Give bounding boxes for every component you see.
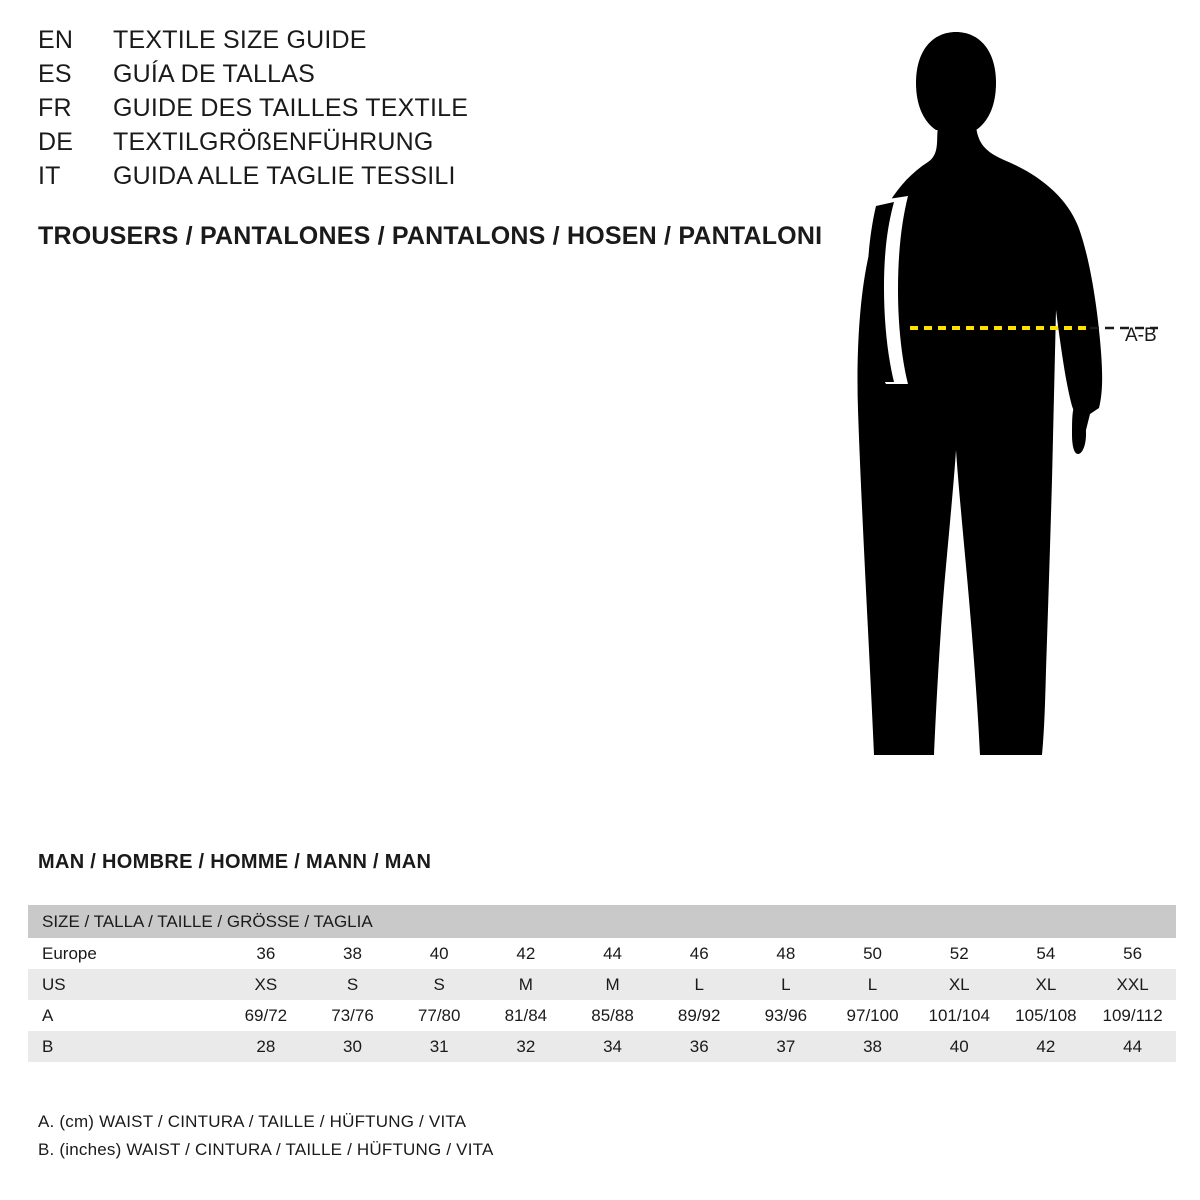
language-row	[38, 60, 798, 94]
table-row	[28, 1031, 1176, 1062]
table-cell: 54	[1036, 944, 1056, 963]
language-title: TEXTILGRÖßENFÜHRUNG	[113, 128, 434, 156]
table-cell: 36	[689, 1037, 709, 1056]
table-cell: 93/96	[764, 1006, 808, 1025]
table-cell: S	[433, 975, 445, 994]
table-cell: 30	[343, 1037, 362, 1056]
table-row	[28, 1000, 1176, 1031]
language-row	[38, 26, 798, 60]
silhouette-svg	[790, 10, 1190, 800]
body-silhouette-figure	[790, 10, 1190, 800]
table-cell: 56	[1123, 944, 1143, 963]
table-cell: 73/76	[331, 1006, 374, 1025]
language-code: DE	[38, 128, 74, 156]
table-cell: 40	[429, 944, 449, 963]
table-cell: 85/88	[591, 1006, 634, 1025]
size-table	[28, 905, 1176, 1062]
table-cell: 37	[776, 1037, 796, 1056]
table-cell: 44	[1123, 1037, 1143, 1056]
footnote-b: B. (inches) WAIST / CINTURA / TAILLE / HÜFTUNG / VITA	[38, 1140, 494, 1159]
language-row	[38, 128, 798, 162]
table-cell: 28	[256, 1037, 276, 1056]
row-label: B	[42, 1037, 54, 1056]
table-cell: 44	[603, 944, 622, 963]
section-title-man: MAN / HOMBRE / HOMME / MANN / MAN	[38, 851, 432, 873]
table-cell: 105/108	[1015, 1006, 1077, 1025]
table-cell: 31	[429, 1037, 449, 1056]
table-cell: L	[781, 975, 791, 994]
table-cell: 89/92	[677, 1006, 721, 1025]
table-cell: S	[346, 975, 359, 994]
footnotes	[38, 1108, 494, 1164]
table-cell: 36	[256, 944, 276, 963]
row-label: Europe	[42, 944, 97, 963]
language-title: TEXTILE SIZE GUIDE	[113, 26, 367, 54]
table-cell: 32	[516, 1037, 536, 1056]
table-cell: 42	[1036, 1037, 1056, 1056]
table-cell: 77/80	[417, 1006, 461, 1025]
table-cell: 81/84	[504, 1006, 548, 1025]
table-cell: 34	[603, 1037, 622, 1056]
language-title-block	[38, 26, 798, 196]
language-code: ES	[38, 60, 72, 88]
table-cell: 101/104	[928, 1006, 990, 1025]
measurement-label-ab: A-B	[1125, 325, 1157, 346]
table-cell: 46	[689, 944, 709, 963]
garment-type-line: TROUSERS / PANTALONES / PANTALONS / HOSEN / PANTALONI	[38, 222, 823, 250]
table-cell: XS	[254, 975, 278, 994]
language-code: IT	[38, 162, 61, 190]
language-code: EN	[38, 26, 74, 54]
table-cell: 52	[949, 944, 969, 963]
table-cell: 42	[516, 944, 536, 963]
table-cell: 38	[863, 1037, 882, 1056]
table-cell: 109/112	[1102, 1006, 1163, 1025]
table-cell: 97/100	[846, 1006, 899, 1025]
table-cell: 50	[863, 944, 882, 963]
language-title: GUÍA DE TALLAS	[113, 60, 315, 88]
table-cell: 40	[949, 1037, 969, 1056]
table-header-label: SIZE / TALLA / TAILLE / GRÖSSE / TAGLIA	[28, 905, 1176, 938]
table-header-row	[28, 905, 1176, 938]
table-cell: 48	[776, 944, 796, 963]
table-cell: M	[605, 975, 620, 994]
language-title: GUIDE DES TAILLES TEXTILE	[113, 94, 469, 122]
table-cell: L	[867, 975, 878, 994]
table-cell: L	[694, 975, 704, 994]
table-cell: 69/72	[244, 1006, 288, 1025]
language-row	[38, 162, 798, 196]
table-cell: M	[518, 975, 533, 994]
table-cell: XL	[948, 975, 970, 994]
row-label: US	[42, 975, 66, 994]
table-row	[28, 969, 1176, 1000]
row-label: A	[42, 1006, 54, 1025]
language-code: FR	[38, 94, 72, 122]
language-title: GUIDA ALLE TAGLIE TESSILI	[113, 162, 456, 190]
language-row	[38, 94, 798, 128]
table-cell: XXL	[1116, 975, 1149, 994]
table-row	[28, 938, 1176, 969]
footnote-a: A. (cm) WAIST / CINTURA / TAILLE / HÜFTUNG / VITA	[38, 1112, 467, 1131]
table-cell: 38	[343, 944, 362, 963]
table-cell: XL	[1035, 975, 1057, 994]
